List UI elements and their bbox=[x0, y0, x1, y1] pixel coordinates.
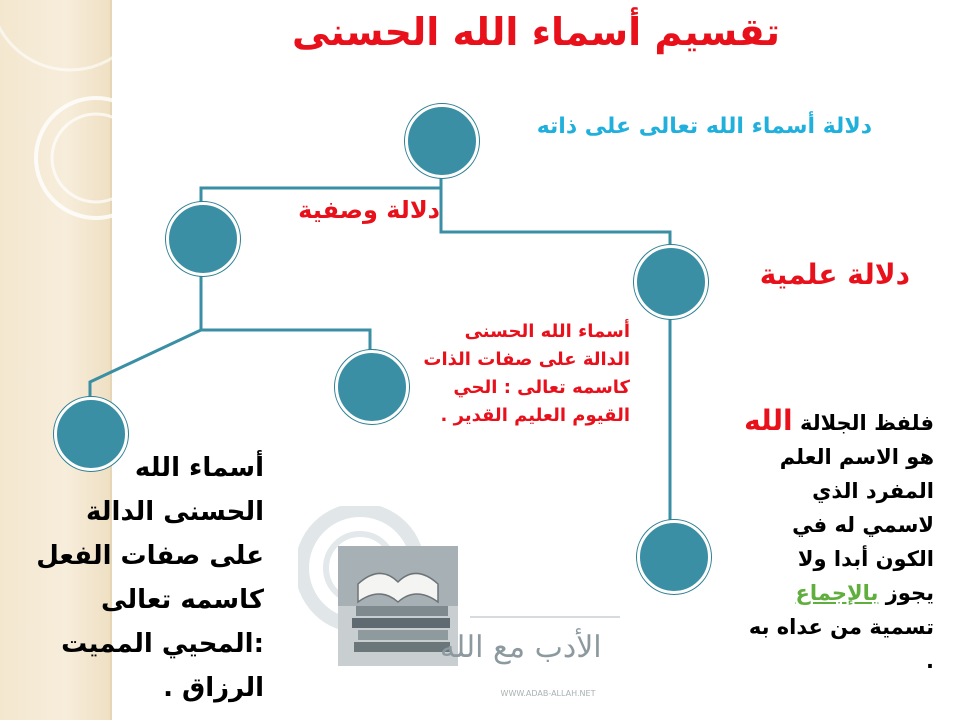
diagram-title: تقسيم أسماء الله الحسنى bbox=[291, 10, 780, 54]
ijma-link[interactable]: بالإجماع bbox=[795, 581, 879, 605]
proper-desc-line-6 bbox=[694, 576, 934, 610]
logo-caption: الأدب مع الله bbox=[440, 630, 602, 665]
proper-desc-line-1 bbox=[694, 404, 934, 440]
proper-desc-line-5: الكون أبدا ولا bbox=[797, 547, 934, 571]
proper-description bbox=[694, 404, 934, 678]
proper-desc-line-8: . bbox=[926, 649, 934, 673]
svg-text:WWW.ADAB-ALLAH.NET: WWW.ADAB-ALLAH.NET bbox=[500, 689, 596, 698]
node-root bbox=[405, 104, 479, 178]
proper-desc-before-link: يجوز bbox=[885, 581, 934, 605]
action-description: أسماء الله الحسنى الدالة على صفات الفعل كاسمه تعالى :المحيي المميت الرزاق . bbox=[36, 453, 264, 703]
divine-name: الله bbox=[744, 404, 793, 437]
books-logo-image bbox=[298, 506, 628, 710]
root-label: دلالة أسماء الله تعالى على ذاته bbox=[536, 114, 872, 139]
proper-desc-line-4: لاسمي له في bbox=[792, 513, 934, 537]
proper-desc-prefix: فلفظ الجلالة bbox=[799, 411, 934, 435]
node-proper bbox=[634, 245, 708, 319]
descriptive-label: دلالة وصفية bbox=[298, 196, 440, 224]
node-descriptive bbox=[166, 202, 240, 276]
proper-desc-line-3: المفرد الذي bbox=[812, 479, 934, 503]
proper-label: دلالة علمية bbox=[759, 258, 910, 291]
essence-description: أسماء الله الحسنى الدالة على صفات الذات كاسمه تعالى : الحي القيوم العليم القدير . bbox=[423, 321, 630, 426]
proper-desc-line-7: تسمية من عداه به bbox=[748, 615, 934, 639]
proper-desc-line-2: هو الاسم العلم bbox=[779, 445, 934, 469]
